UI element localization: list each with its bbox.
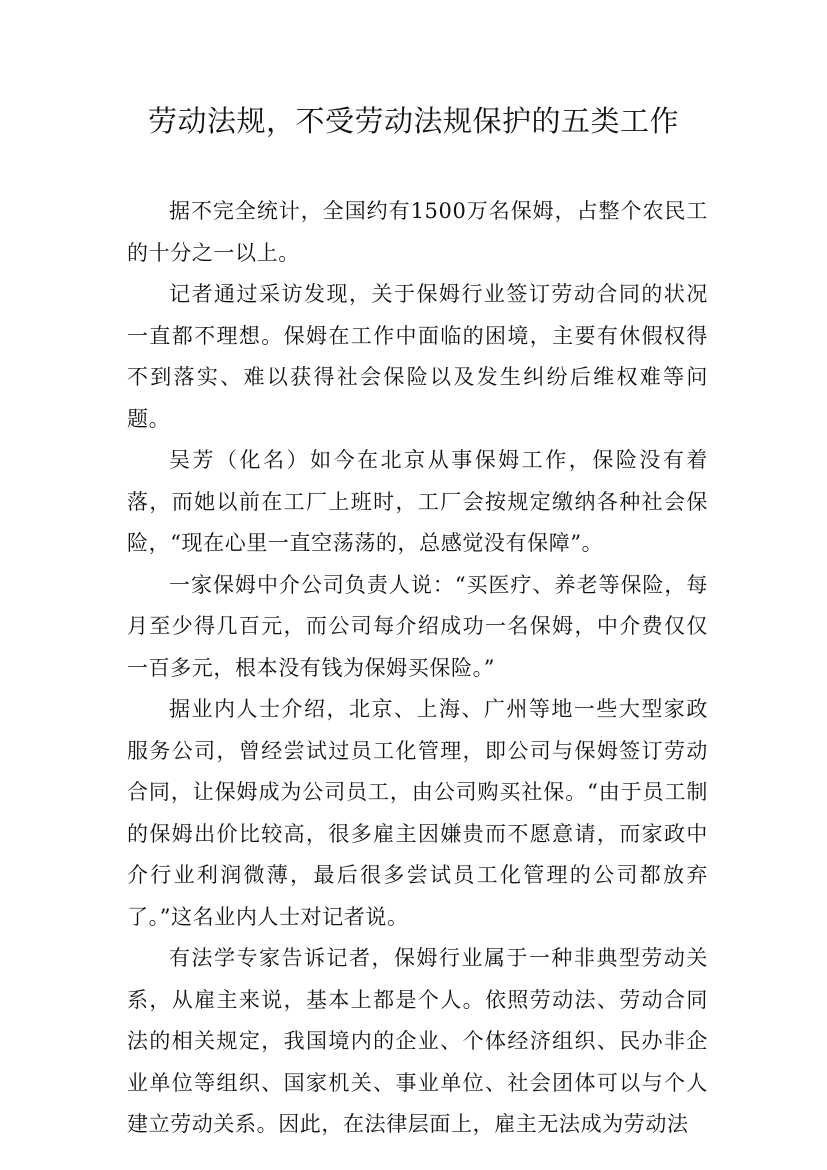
paragraph-5: 据业内人士介绍，北京、上海、广州等地一些大型家政服务公司，曾经尝试过员工化管理，即公司与保姆签订劳动合同，让保姆成为公司员工，由公司购买社保。“由于员工制的保姆出价比较高，很多雇主因嫌贵而不愿意请，而家政中介行业利润微薄，最后很多尝试员工化管理的公司都放弃了。”这名业内人士对记者说。 (127, 697, 708, 929)
paragraph-3: 吴芳（化名）如今在北京从事保姆工作，保险没有着落，而她以前在工厂上班时，工厂会按规定缴纳各种社会保险，“现在心里一直空荡荡的，总感觉没有保障”。 (127, 448, 708, 555)
document-body (127, 191, 708, 1146)
paragraph-6: 有法学专家告诉记者，保姆行业属于一种非典型劳动关系，从雇主来说，基本上都是个人。依照劳动法、劳动合同法的相关规定，我国境内的企业、个体经济组织、民办非企业单位等组织、国家机关、事业单位、社会团体可以与个人建立劳动关系。因此，在法律层面上，雇主无法成为劳动法 (127, 946, 708, 1136)
paragraph-4: 一家保姆中介公司负责人说：“买医疗、养老等保险，每月至少得几百元，而公司每介绍成功一名保姆，中介费仅仅一百多元，根本没有钱为保姆买保险。” (127, 572, 708, 680)
paragraph-1: 据不完全统计，全国约有1500万名保姆，占整个农民工的十分之一以上。 (127, 199, 708, 265)
paragraph-2: 记者通过采访发现，关于保姆行业签订劳动合同的状况一直都不理想。保姆在工作中面临的困境，主要有休假权得不到落实、难以获得社会保险以及发生纠纷后维权难等问题。 (127, 282, 708, 431)
document-title: 劳动法规，不受劳动法规保护的五类工作 (147, 104, 679, 138)
